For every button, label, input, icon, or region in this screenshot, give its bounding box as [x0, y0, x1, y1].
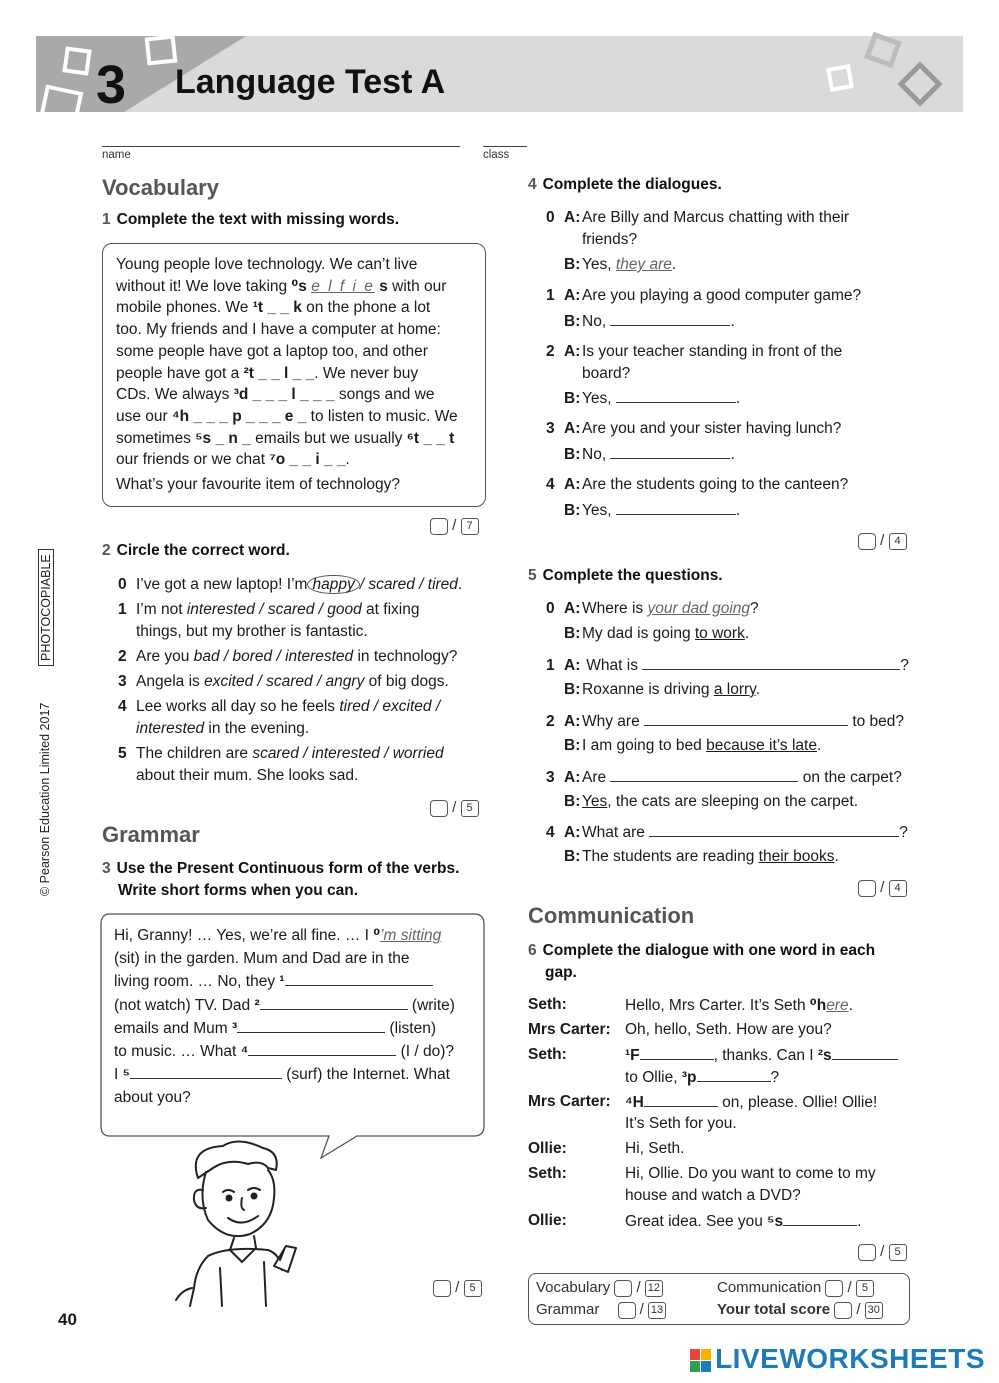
summary-vocabulary: Vocabulary / 12 — [536, 1279, 663, 1297]
task5-q2-a: 2 A: Why are to bed? — [546, 713, 905, 730]
task5-q4-b: B: The students are reading their books. — [564, 848, 839, 865]
task5-q0-a: 0 A: Where is your dad going? — [546, 600, 759, 617]
gap-4[interactable]: ⁴h _ _ _ p _ _ _ e _ — [172, 407, 307, 425]
example-answer: ’m sitting — [380, 927, 442, 944]
dialogue-line-0: Hello, Mrs Carter. It’s Seth ⁰here. — [625, 997, 853, 1014]
task2-item-0: 0 I’ve got a new laptop! I’m happy / scared / tired. — [118, 576, 463, 593]
task5-q1-a: 1 A: What is ? — [546, 657, 909, 674]
answer-gap[interactable] — [783, 1212, 857, 1226]
example-answer: e l f i e — [311, 277, 375, 295]
square-decoration-icon — [145, 35, 178, 66]
name-label: name — [102, 149, 131, 161]
name-input-line[interactable] — [102, 146, 460, 147]
gap-7[interactable]: ⁷o _ _ i _ _ — [269, 451, 346, 469]
circled-answer: happy — [307, 575, 359, 594]
score-box[interactable] — [614, 1280, 632, 1297]
speaker-label: Mrs Carter: — [528, 1093, 611, 1110]
task5-score: / 4 — [858, 879, 907, 897]
task2-item-4-line2: interested in the evening. — [136, 720, 310, 737]
grammar-heading: Grammar — [102, 822, 200, 847]
square-decoration-icon — [826, 64, 854, 92]
summary-total: Your total score / 30 — [717, 1301, 883, 1319]
summary-communication: Communication / 5 — [717, 1279, 874, 1297]
answer-gap[interactable] — [610, 312, 730, 326]
score-box[interactable] — [430, 800, 448, 817]
task2-score: / 5 — [430, 799, 479, 817]
score-box[interactable] — [858, 880, 876, 897]
task2-item-3[interactable]: 3 Angela is excited / scared / angry of big dogs. — [118, 673, 449, 690]
answer-gap[interactable] — [616, 501, 736, 515]
gap-2[interactable]: ²t _ _ l _ _ — [243, 364, 315, 382]
task3-score: / 5 — [433, 1279, 482, 1297]
speaker-label: Seth: — [528, 1046, 567, 1063]
task3-instruction: 3 Use the Present Continuous form of the verbs. Write short forms when you can. — [102, 860, 460, 899]
summary-grammar: Grammar / 13 — [536, 1301, 666, 1319]
side-copyright — [38, 548, 78, 898]
task4-instruction: 4 Complete the dialogues. — [528, 176, 722, 193]
score-box[interactable] — [433, 1280, 451, 1297]
dialogue-line-3b: It’s Seth for you. — [625, 1115, 737, 1132]
communication-heading: Communication — [528, 903, 695, 928]
task1-text: Young people love technology. We can’t live without it! We love taking ⁰s e l f i e s with our mobile phones. We ¹t _ _ k on the phone a lot too. My friends and I have a computer at home: some people have got a laptop too, and other people have got a ²t _ _ l _ _. We never buy CDs. We always ³d _ _ _ l _ _ _ songs and we use our ⁴h _ _ _ p _ _ _ e _ to listen to music. We sometimes ⁵s _ n _ emails but we usually ⁶t _ _ t our friends or we chat ⁷o _ _ i _ _. What’s your favourite item of technology? — [116, 256, 458, 494]
answer-gap-5[interactable] — [130, 1065, 282, 1079]
dialogue-line-5: Hi, Ollie. Do you want to come to my — [625, 1165, 876, 1182]
score-box[interactable] — [618, 1302, 636, 1319]
speaker-label: Seth: — [528, 1165, 567, 1182]
task6-score: / 5 — [858, 1243, 907, 1261]
score-box[interactable] — [834, 1302, 852, 1319]
gap-3[interactable]: ³d _ _ _ l _ _ _ — [233, 386, 335, 404]
square-decoration-icon — [62, 46, 91, 75]
task4-dialogue-1: 1 A: Are you playing a good computer game? — [546, 287, 862, 304]
task5-q1-b: B: Roxanne is driving a lorry. — [564, 681, 761, 698]
score-box[interactable] — [858, 533, 876, 550]
task2-instruction: 2 Circle the correct word. — [102, 542, 290, 559]
answer-gap-2[interactable] — [260, 996, 408, 1010]
score-box[interactable] — [430, 518, 448, 535]
answer-gap[interactable] — [644, 712, 848, 726]
unit-number: 3 — [96, 55, 127, 115]
speaker-label: Ollie: — [528, 1212, 567, 1229]
task4-d4-b: B: Yes, . — [564, 502, 741, 519]
task3-text: Hi, Granny! … Yes, we’re all fine. … I ⁰’m sitting (sit) in the garden. Mum and Dad are in the living room. … No, they ¹ (not watch) TV. Dad ² (write) emails and Mum ³ (listen) to music. … What ⁴ (I / do)? I ⁵ (surf) the Internet. What about you? — [114, 927, 455, 1107]
dialogue-line-4: Hi, Seth. — [625, 1140, 685, 1157]
task2-item-5-line2: about their mum. She looks sad. — [136, 767, 359, 784]
task5-q3-a: 3 A: Are on the carpet? — [546, 769, 902, 786]
answer-gap[interactable] — [649, 823, 899, 837]
answer-gap[interactable] — [616, 389, 736, 403]
task4-dialogue-4: 4 A: Are the students going to the canteen? — [546, 476, 849, 493]
photocopiable-label: PHOTOCOPIABLE — [38, 549, 54, 666]
task2-item-1[interactable]: 1 I’m not interested / scared / good at fixing — [118, 601, 420, 618]
task4-d3-b: B: No, . — [564, 446, 735, 463]
task1-instruction: 1 Complete the text with missing words. — [102, 211, 400, 228]
task5-instruction: 5 Complete the questions. — [528, 567, 723, 584]
task2-item-4[interactable]: 4 Lee works all day so he feels tired / excited / — [118, 698, 441, 715]
speaker-label: Mrs Carter: — [528, 1021, 611, 1038]
answer-gap[interactable] — [832, 1046, 898, 1060]
dialogue-line-2: ¹F , thanks. Can I ²s — [625, 1046, 898, 1065]
answer-gap[interactable] — [644, 1093, 718, 1107]
speaker-label: Seth: — [528, 996, 567, 1013]
liveworksheets-logo[interactable]: LIVEWORKSHEETS — [690, 1343, 985, 1375]
task5-q0-b: B: My dad is going to work. — [564, 625, 750, 642]
answer-gap-4[interactable] — [248, 1042, 396, 1056]
task4-score: / 4 — [858, 532, 907, 550]
copyright-text: © Pearson Education Limited 2017 — [38, 702, 52, 896]
example-answer: your dad going — [647, 600, 751, 617]
answer-gap[interactable] — [642, 656, 900, 670]
task2-item-2[interactable]: 2 Are you bad / bored / interested in technology? — [118, 648, 458, 665]
task4-d2-b: B: Yes, . — [564, 390, 741, 407]
score-box[interactable] — [858, 1244, 876, 1261]
square-decoration-icon — [39, 84, 84, 127]
answer-gap-3[interactable] — [237, 1019, 385, 1033]
page-title: Language Test A — [175, 63, 446, 101]
liveworksheets-logo-icon — [690, 1349, 712, 1373]
gap-6[interactable]: ⁶t _ _ t — [406, 429, 455, 447]
task2-item-5[interactable]: 5 The children are scared / interested / worried — [118, 745, 444, 762]
answer-gap-1[interactable] — [285, 972, 433, 986]
example-answer: they are — [615, 256, 672, 273]
boy-illustration-icon — [168, 1138, 308, 1308]
task6-instruction: 6 Complete the dialogue with one word in each gap. — [528, 942, 876, 981]
page-number: 40 — [58, 1310, 77, 1329]
answer-gap[interactable] — [610, 445, 730, 459]
dialogue-line-3: ⁴H on, please. Ollie! Ollie! — [625, 1094, 878, 1111]
dialogue-line-6: Great idea. See you ⁵s . — [625, 1213, 862, 1230]
gap-5[interactable]: ⁵s _ n _ — [195, 429, 251, 447]
task4-dialogue-0: 0 A: Are Billy and Marcus chatting with their — [546, 209, 850, 226]
task4-dialogue-2: 2 A: Is your teacher standing in front of the — [546, 343, 843, 360]
task4-dialogue-3: 3 A: Are you and your sister having lunch? — [546, 420, 842, 437]
answer-gap[interactable] — [697, 1068, 771, 1082]
dialogue-line-1: Oh, hello, Seth. How are you? — [625, 1021, 832, 1038]
class-input-line[interactable] — [483, 146, 527, 147]
task4-d0-b: B: Yes, they are. — [564, 256, 677, 273]
answer-gap[interactable] — [640, 1046, 714, 1060]
vocabulary-heading: Vocabulary — [102, 175, 219, 200]
score-box[interactable] — [825, 1280, 843, 1297]
task1-score: / 7 — [430, 517, 479, 535]
speaker-label: Ollie: — [528, 1140, 567, 1157]
dialogue-line-2b: to Ollie, ³p ? — [625, 1069, 780, 1086]
task5-q3-b: B: Yes, the cats are sleeping on the carpet. — [564, 793, 859, 810]
task2-item-1-line2: things, but my brother is fantastic. — [136, 623, 368, 640]
class-label: class — [483, 149, 510, 161]
answer-gap[interactable] — [610, 768, 798, 782]
task4-d1-b: B: No, . — [564, 313, 735, 330]
gap-1[interactable]: ¹t _ _ k — [252, 299, 302, 317]
task4-d2-a2: board? — [582, 365, 631, 382]
task4-d0-a2: friends? — [582, 231, 638, 248]
task5-q4-a: 4 A: What are ? — [546, 824, 908, 841]
task5-q2-b: B: I am going to bed because it’s late. — [564, 737, 822, 754]
example-answer: ere — [826, 997, 849, 1014]
dialogue-line-5b: house and watch a DVD? — [625, 1187, 801, 1204]
